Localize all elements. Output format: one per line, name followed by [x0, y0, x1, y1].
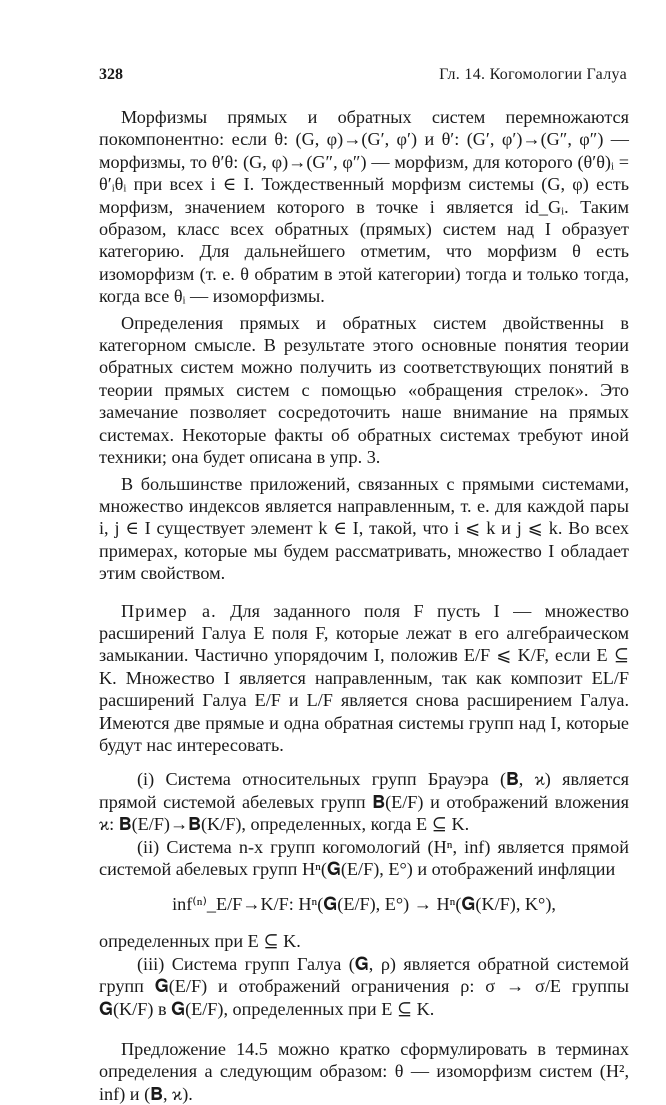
- example-item-cohomology: (ii) Система n-х групп когомологий (Hⁿ, inf) является прямой системой абелевых групп Hⁿ(𝐆(E/F), E°) и отображений инфляции: [99, 836, 629, 879]
- page-body: [99, 106, 629, 1105]
- example-label: Пример а.: [121, 600, 217, 621]
- example-item-galois: (iii) Система групп Галуа (𝐆, ρ) является обратной системой групп 𝐆(E/F) и отображений ограничения ρ: σ → σ/E группы 𝐆(K/F) в 𝐆(E/F), определенных при E ⊆ K.: [99, 953, 629, 1019]
- paragraph-directed-index: В большинстве приложений, связанных с прямыми системами, множество индексов является направленным, т. е. для каждой пары i, j ∈ I существует элемент k ∈ I, такой, что i ⩽ k и j ⩽ k. Во всех примерах, которые мы будем рассматривать, множество I обладает этим свойством.: [99, 473, 629, 584]
- paragraph-proposition: Предложение 14.5 можно кратко сформулировать в терминах определения а следующим образом: θ — изоморфизм систем (H², inf) и (𝐁, ϰ).: [99, 1039, 629, 1104]
- example-item-brauer: (i) Система относительных групп Брауэра (𝐁, ϰ) является прямой системой абелевых групп 𝐁(E/F) и отображений вложения ϰ: 𝐁(E/F)→𝐁(K/F), определенных, когда E ⊆ K.: [99, 769, 629, 835]
- inflation-formula: inf⁽ⁿ⁾_E/F→K/F: Hⁿ(𝐆(E/F), E°) → Hⁿ(𝐆(K/F), K°),: [172, 894, 556, 915]
- paragraph-duality: Определения прямых и обратных систем двойственны в категорном смысле. В результате этого основные понятия теории обратных систем можно получить из соответствующих понятий в теории прямых систем с помощью «обращения стрелок». Это замечание позволяет сосредоточить наше внимание на прямых системах. Некоторые факты об обратных системах требуют иной техники; она будет описана в упр. 3.: [99, 312, 629, 468]
- paragraph-morphisms: Морфизмы прямых и обратных систем перемножаются покомпонентно: если θ: (G, φ)→(G′, φ′) и θ′: (G′, φ′)→(G″, φ″) — морфизмы, то θ′θ: (G, φ)→(G″, φ″) — морфизм, для которого (θ′θ)ᵢ = θ′ᵢθᵢ при всех i ∈ I. Тождественный морфизм системы (G, φ) есть морфизм, значением которого в точке i является id_Gᵢ. Таким образом, класс всех обратных (прямых) систем над I образует категорию. Для дальнейшего отметим, что морфизм θ есть изоморфизм (т. е. θ обратим в этой категории) тогда и только тогда, когда все θᵢ — изоморфизмы.: [99, 107, 629, 307]
- formula-continuation: определенных при E ⊆ K.: [99, 931, 301, 952]
- paragraph-example-a: [99, 600, 629, 757]
- running-title: Гл. 14. Когомологии Галуа: [439, 66, 627, 83]
- example-text: Для заданного поля F пусть I — множество расширений Галуа E поля F, которые лежат в его алгебраическом замыкании. Частично упорядочим I, положив E/F ⩽ K/F, если E ⊆ K. Множество I является направленным, так как композит EL/F расширений Галуа E/F и L/F является снова расширением Галуа. Имеются две прямые и одна обратная системы групп над I, которые будут нас интересовать.: [99, 600, 629, 755]
- page-number: 328: [99, 66, 123, 83]
- page-header: [99, 66, 627, 90]
